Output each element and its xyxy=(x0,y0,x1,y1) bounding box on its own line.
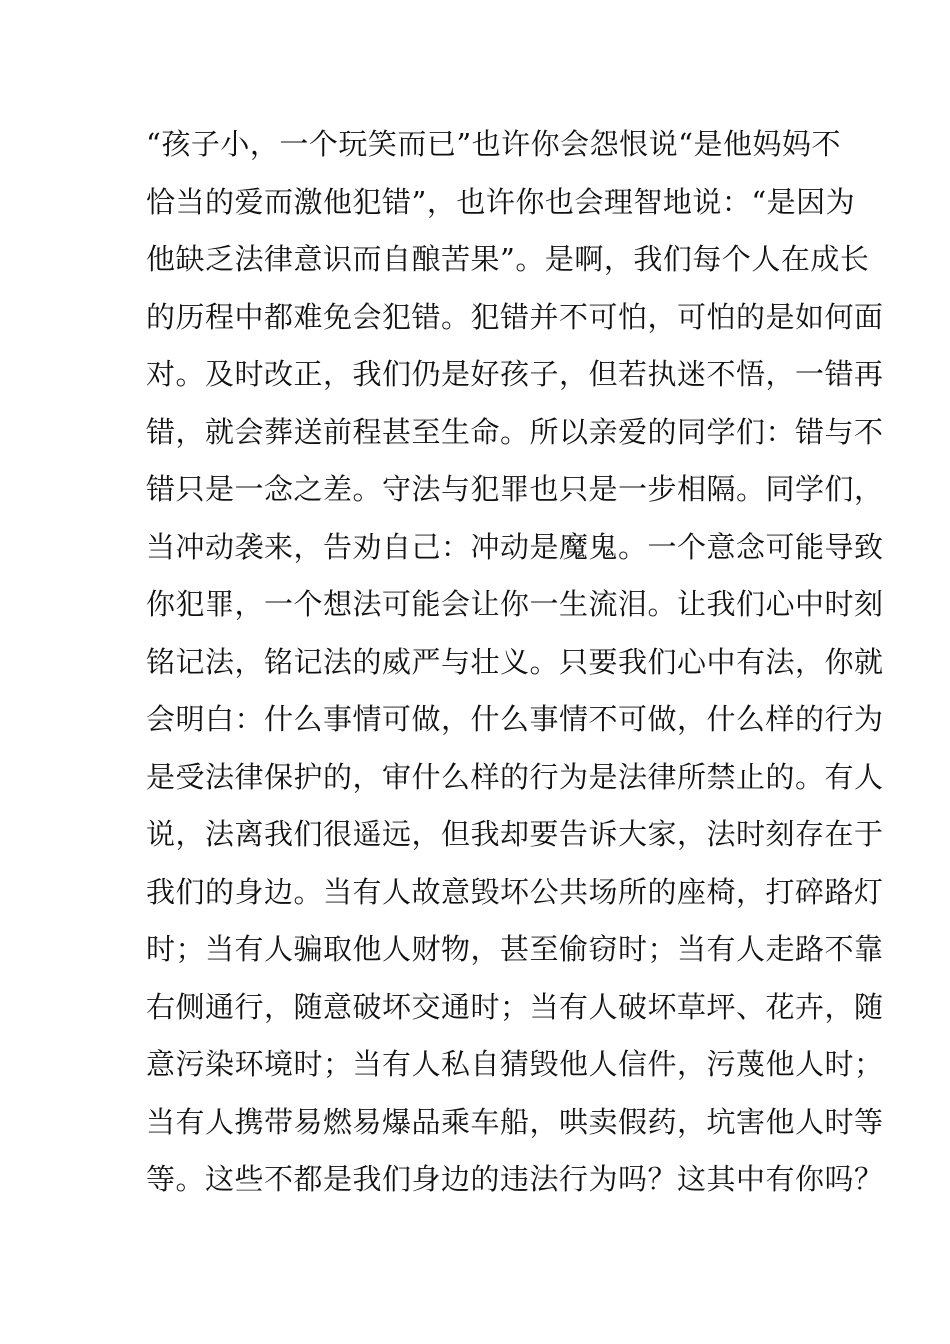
text-line: 时；当有人骗取他人财物，甚至偷窃时；当有人走路不靠 xyxy=(146,932,884,966)
text-line: 是受法律保护的，审什么样的行为是法律所禁止的。有人 xyxy=(146,759,884,794)
text-line: 铭记法，铭记法的威严与壮义。只要我们心中有法，你就 xyxy=(146,644,884,679)
text-line: 等。这些不都是我们身边的违法行为吗？这其中有你吗？ xyxy=(146,1162,884,1196)
text-line: 我们的身边。当有人故意毁坏公共场所的座椅，打碎路灯 xyxy=(146,874,884,909)
text-line: 对。及时改正，我们仍是好孩子，但若执迷不悟，一错再 xyxy=(146,357,884,391)
text-line: 他缺乏法律意识而自酿苦果”。是啊，我们每个人在成长 xyxy=(146,242,870,276)
text-line: 当有人携带易燃易爆品乘车船，哄卖假药，坑害他人时等 xyxy=(146,1104,884,1139)
text-line: 意污染环境时；当有人私自猜毁他人信件，污蔑他人时； xyxy=(146,1047,884,1081)
text-line: 当冲动袭来，告劝自己：冲动是魔鬼。一个意念可能导致 xyxy=(146,529,884,564)
text-line: 会明白：什么事情可做，什么事情不可做，什么样的行为 xyxy=(146,702,884,736)
body-paragraph xyxy=(146,116,884,1209)
text-line: 右侧通行，随意破坏交通时；当有人破坏草坪、花卉，随 xyxy=(146,989,884,1024)
text-line: 的历程中都难免会犯错。犯错并不可怕，可怕的是如何面 xyxy=(146,299,884,334)
text-line: 错，就会葬送前程甚至生命。所以亲爱的同学们：错与不 xyxy=(146,414,884,449)
text-line: 错只是一念之差。守法与犯罪也只是一步相隔。同学们， xyxy=(146,472,884,506)
text-line: 恰当的爱而激他犯错”，也许你也会理智地说：“是因为 xyxy=(146,184,856,219)
text-line: 说，法离我们很遥远，但我却要告诉大家，法时刻存在于 xyxy=(146,817,884,851)
text-line: “孩子小，一个玩笑而已”也许你会怨恨说“是他妈妈不 xyxy=(146,127,841,161)
text-line: 你犯罪，一个想法可能会让你一生流泪。让我们心中时刻 xyxy=(146,587,884,621)
